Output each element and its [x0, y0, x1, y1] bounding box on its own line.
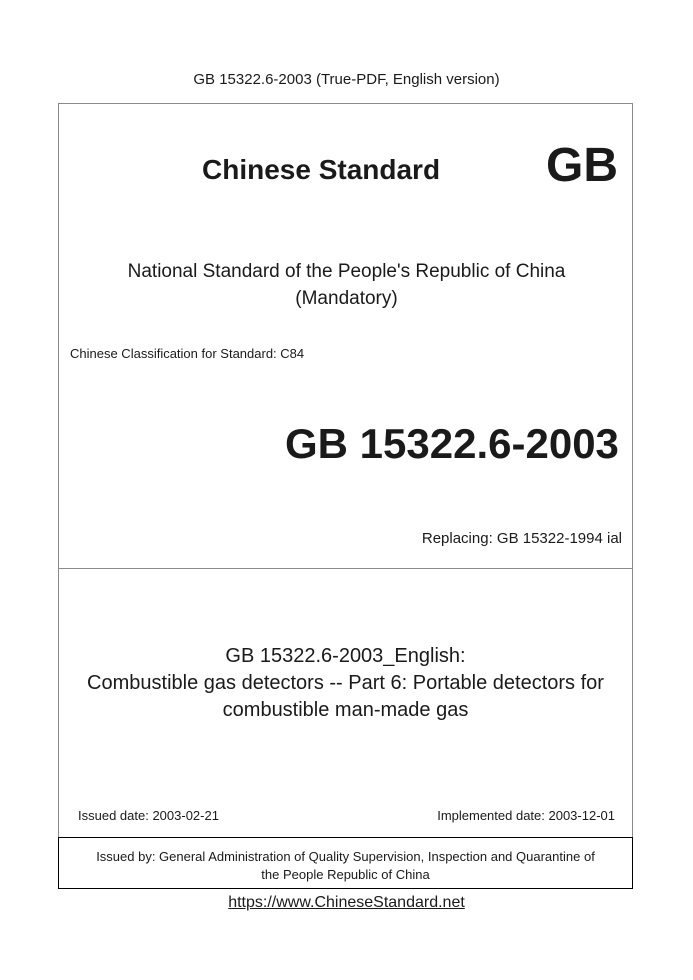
website-footer [0, 894, 693, 912]
implemented-date: Implemented date: 2003-12-01 [437, 808, 615, 823]
gb-mark: GB [546, 139, 618, 192]
document-title-block [58, 643, 633, 724]
document-title-line-2: Combustible gas detectors -- Part 6: Portable detectors for [87, 672, 604, 694]
document-title-line-3: combustible man-made gas [222, 699, 469, 721]
standard-number: GB 15322.6-2003 [285, 420, 619, 467]
national-standard-line: National Standard of the People's Republic of China [127, 261, 566, 282]
issued-date: Issued date: 2003-02-21 [78, 808, 219, 823]
document-header-title: GB 15322.6-2003 (True-PDF, English version) [193, 71, 500, 88]
issuer-line-2: the People Republic of China [261, 867, 430, 882]
national-standard-block [0, 258, 693, 312]
website-link[interactable]: https://www.ChineseStandard.net [228, 894, 465, 911]
mandatory-line: (Mandatory) [295, 288, 398, 309]
replacing-text: Replacing: GB 15322-1994 ial [421, 530, 622, 547]
document-title-line-1: GB 15322.6-2003_English: [225, 645, 466, 667]
classification-text: Chinese Classification for Standard: C84 [70, 346, 305, 361]
issuer-block [58, 848, 633, 884]
issuer-line-1: Issued by: General Administration of Quality Supervision, Inspection and Quarantine of [96, 849, 595, 864]
standard-label: Chinese Standard [202, 154, 441, 185]
